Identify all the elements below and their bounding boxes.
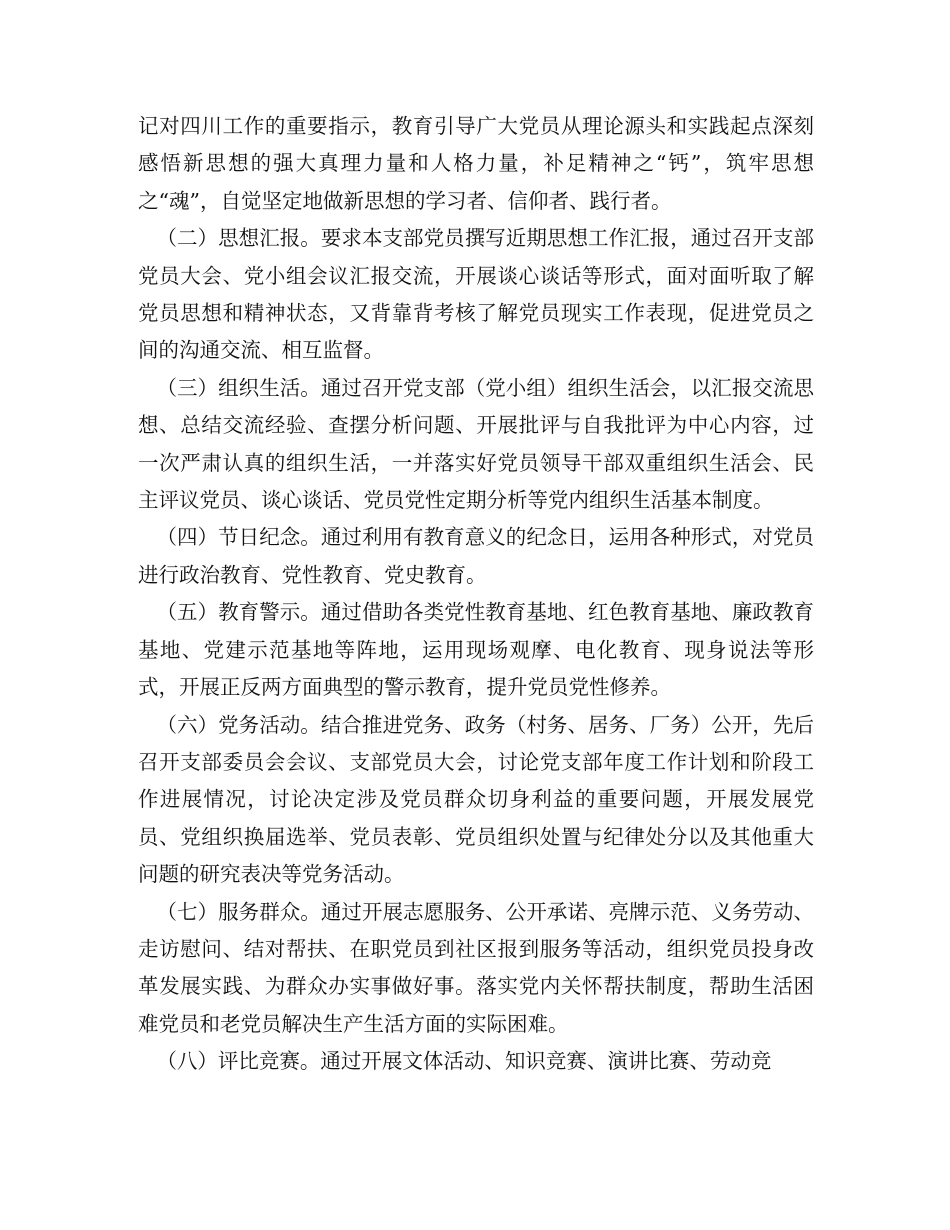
- paragraph-competition: （八）评比竞赛。通过开展文体活动、知识竞赛、演讲比赛、劳动竞: [156, 1049, 772, 1074]
- paragraph-serve-masses: （七）服务群众。通过开展志愿服务、公开承诺、亮牌示范、义务劳动、走访慰问、结对帮扶、在职党员到社区报到服务等活动，组织党员投身改革发展实践、为群众办实事做好事。落实党内关怀帮扶制度，帮助生活困难党员和老党员解决生产生活方面的实际困难。: [138, 899, 814, 1036]
- paragraph-continuation: 记对四川工作的重要指示，教育引导广大党员从理论源头和实践起点深刻感悟新思想的强大真理力量和人格力量，补足精神之“钙”，筑牢思想之“魂”，自觉坚定地做新思想的学习者、信仰者、践行者。: [138, 114, 814, 213]
- paragraph-organization-life: （三）组织生活。通过召开党支部（党小组）组织生活会，以汇报交流思想、总结交流经验、查摆分析问题、开展批评与自我批评为中心内容，过一次严肃认真的组织生活，一并落实好党员领导干部双重组织生活会、民主评议党员、谈心谈话、党员党性定期分析等党内组织生活基本制度。: [138, 375, 814, 513]
- paragraph-party-affairs: （六）党务活动。结合推进党务、政务（村务、居务、厂务）公开，先后召开支部委员会会议、支部党员大会，讨论党支部年度工作计划和阶段工作进展情况，讨论决定涉及党员群众切身利益的重要问题，开展发展党员、党组织换届选举、党员表彰、党员组织处置与纪律处分以及其他重大问题的研究表决等党务活动。: [138, 712, 814, 887]
- paragraph-thought-report: （二）思想汇报。要求本支部党员撰写近期思想工作汇报，通过召开支部党员大会、党小组会议汇报交流，开展谈心谈话等形式，面对面听取了解党员思想和精神状态，又背靠背考核了解党员现实工作表现，促进党员之间的沟通交流、相互监督。: [138, 226, 814, 363]
- paragraph-education-warning: （五）教育警示。通过借助各类党性教育基地、红色教育基地、廉政教育基地、党建示范基地等阵地，运用现场观摩、电化教育、现身说法等形式，开展正反两方面典型的警示教育，提升党员党性修养。: [138, 600, 814, 700]
- document-page: [138, 108, 814, 1081]
- paragraph-holiday-commemoration: （四）节日纪念。通过利用有教育意义的纪念日，运用各种形式，对党员进行政治教育、党性教育、党史教育。: [138, 525, 814, 587]
